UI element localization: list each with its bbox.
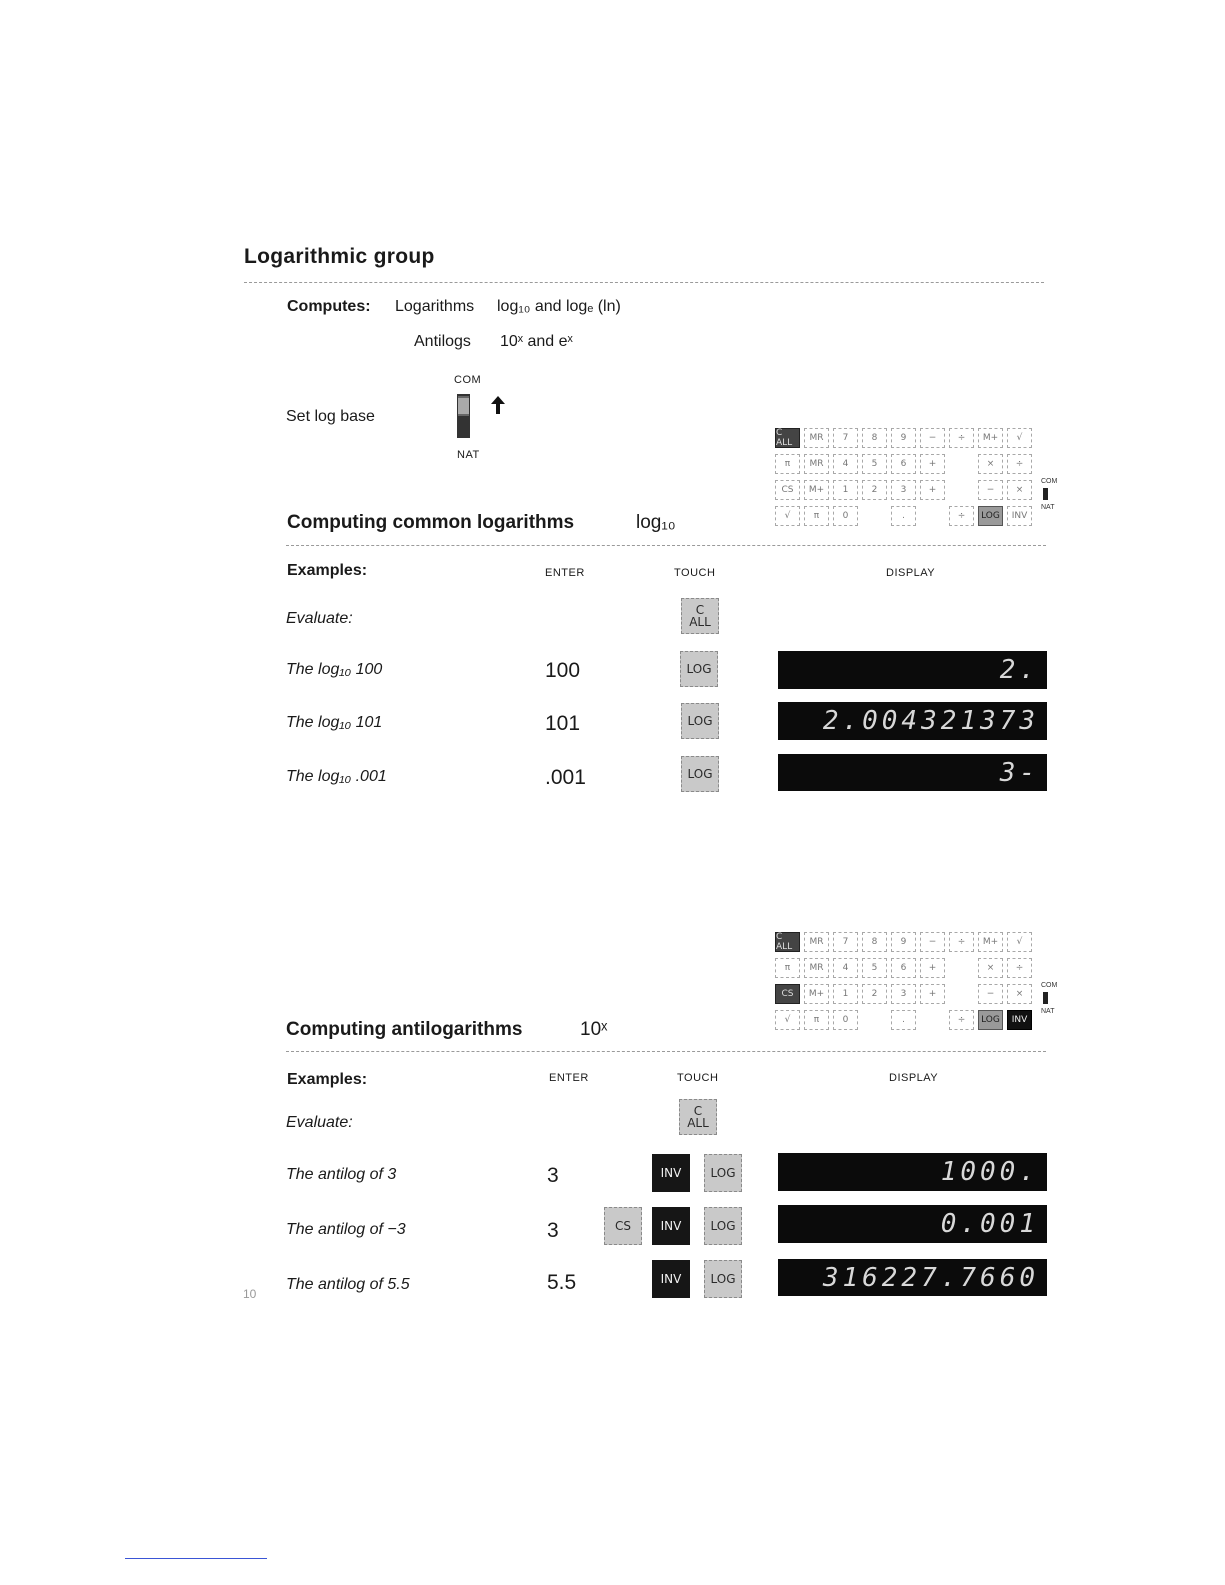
log-key[interactable]: LOG (680, 651, 718, 687)
antilog-row-enter: 5.5 (547, 1271, 577, 1294)
common-row-desc: The log₁₀ 100 (286, 661, 383, 678)
inv-key[interactable]: INV (652, 1260, 690, 1298)
keypad-key: 5 (862, 958, 887, 978)
common-rule (286, 545, 1046, 546)
keypad-key: + (920, 454, 945, 474)
keypad-key: − (920, 428, 945, 448)
clear-all-key-1[interactable] (681, 598, 719, 634)
clear-all-key-line1: C (695, 603, 705, 617)
keypad-key: ÷ (949, 428, 974, 448)
keypad-key: LOG (978, 1010, 1003, 1030)
antilog-symbol: 10ˣ (580, 1019, 608, 1040)
keypad-key: π (775, 958, 800, 978)
common-log-symbol: log₁₀ (636, 512, 676, 533)
keypad-key: × (978, 958, 1003, 978)
computes-antilogs: Antilogs (414, 333, 471, 350)
antilog-rule (286, 1051, 1046, 1052)
common-row-desc: The log₁₀ 101 (286, 714, 383, 731)
display-readout: 1000. (778, 1153, 1047, 1191)
log-key[interactable]: LOG (681, 756, 719, 792)
keypad-key: MR (804, 958, 829, 978)
display-readout: 0.001 (778, 1205, 1047, 1243)
keypad-diagram-1 (775, 424, 1058, 539)
switch-slider (458, 396, 469, 416)
clear-all-key-line2: ALL (687, 1116, 709, 1130)
change-sign-key[interactable]: CS (604, 1207, 642, 1245)
inv-key[interactable]: INV (652, 1207, 690, 1245)
inv-key[interactable]: INV (652, 1154, 690, 1192)
keypad-key: × (1007, 480, 1032, 500)
keypad-key: LOG (978, 506, 1003, 526)
keypad-key: ÷ (1007, 958, 1032, 978)
col-touch-2: TOUCH (677, 1072, 719, 1084)
keypad-key: 2 (862, 984, 887, 1004)
keypad-key: C ALL (775, 932, 800, 952)
switch-com-label: COM (454, 374, 482, 386)
common-row-enter: 101 (545, 712, 581, 735)
keypad-key: 3 (891, 480, 916, 500)
keypad-key: √ (1007, 932, 1032, 952)
section-title: Logarithmic group (244, 245, 435, 268)
common-row-desc: The log₁₀ .001 (286, 768, 387, 785)
display-readout: 3- (778, 754, 1047, 791)
keypad-switch-com-label: COM (1041, 478, 1058, 485)
keypad-key: − (978, 480, 1003, 500)
keypad-key: MR (804, 932, 829, 952)
common-row-enter: .001 (545, 766, 586, 789)
antilog-row-enter: 3 (547, 1219, 559, 1242)
keypad-switch (1043, 488, 1048, 500)
clear-all-key-2[interactable] (679, 1099, 717, 1135)
col-touch-1: TOUCH (674, 567, 716, 579)
computes-antilogs-value: 10ˣ and eˣ (500, 333, 573, 350)
keypad-key: × (978, 454, 1003, 474)
keypad-key: × (1007, 984, 1032, 1004)
keypad-key: − (978, 984, 1003, 1004)
display-readout: 2. (778, 651, 1047, 689)
keypad-key: INV (1007, 506, 1032, 526)
keypad-key: INV (1007, 1010, 1032, 1030)
arrow-up-icon (490, 396, 506, 419)
keypad-diagram-2 (775, 928, 1058, 1043)
keypad-key: 8 (862, 932, 887, 952)
keypad-key: + (920, 480, 945, 500)
keypad-key: π (804, 506, 829, 526)
keypad-key: M+ (978, 932, 1003, 952)
col-display-2: DISPLAY (889, 1072, 939, 1084)
keypad-key: CS (775, 480, 800, 500)
switch-nat-label: NAT (457, 449, 480, 461)
keypad-key: 7 (833, 428, 858, 448)
keypad-key: √ (1007, 428, 1032, 448)
log-key[interactable]: LOG (704, 1154, 742, 1192)
set-log-base-label: Set log base (286, 408, 375, 425)
footnote-rule (125, 1558, 267, 1559)
keypad-key: 6 (891, 958, 916, 978)
keypad-key: MR (804, 428, 829, 448)
page-number: 10 (243, 1287, 257, 1301)
evaluate-label-1: Evaluate: (286, 610, 353, 627)
keypad-key: 1 (833, 480, 858, 500)
keypad-key: π (775, 454, 800, 474)
keypad-key: CS (775, 984, 800, 1004)
keypad-key: + (920, 958, 945, 978)
col-enter-2: ENTER (549, 1072, 589, 1084)
keypad-key: 2 (862, 480, 887, 500)
clear-all-key-line2: ALL (689, 615, 711, 629)
clear-all-key-line1: C (693, 1104, 703, 1118)
log-key[interactable]: LOG (704, 1207, 742, 1245)
keypad-key: 0 (833, 1010, 858, 1030)
display-readout: 316227.7660 (778, 1259, 1047, 1296)
keypad-key: ÷ (949, 932, 974, 952)
keypad-key: 9 (891, 932, 916, 952)
log-key[interactable]: LOG (704, 1260, 742, 1298)
keypad-key: . (891, 506, 916, 526)
keypad-key: MR (804, 454, 829, 474)
keypad-key: 6 (891, 454, 916, 474)
log-base-switch[interactable] (457, 394, 470, 438)
keypad-key: 8 (862, 428, 887, 448)
antilog-row-desc: The antilog of 5.5 (286, 1276, 410, 1293)
keypad-key: M+ (804, 480, 829, 500)
keypad-key: 9 (891, 428, 916, 448)
antilog-row-enter: 3 (547, 1164, 559, 1187)
keypad-key: . (891, 1010, 916, 1030)
antilog-row-desc: The antilog of 3 (286, 1166, 397, 1183)
keypad-switch (1043, 992, 1048, 1004)
computes-logarithms-value: log₁₀ and logₑ (ln) (497, 298, 621, 315)
title-rule (244, 282, 1044, 283)
antilog-heading: Computing antilogarithms (286, 1019, 523, 1040)
keypad-key: 3 (891, 984, 916, 1004)
keypad-switch-nat-label: NAT (1041, 504, 1055, 511)
keypad-key: M+ (804, 984, 829, 1004)
examples-label-2: Examples: (287, 1071, 368, 1088)
examples-label-1: Examples: (287, 562, 368, 579)
keypad-key: π (804, 1010, 829, 1030)
keypad-key: 7 (833, 932, 858, 952)
keypad-key: + (920, 984, 945, 1004)
col-display-1: DISPLAY (886, 567, 936, 579)
keypad-key: 4 (833, 958, 858, 978)
keypad-key: √ (775, 1010, 800, 1030)
display-readout: 2.004321373 (778, 702, 1047, 740)
computes-label: Computes: (287, 298, 371, 315)
log-key[interactable]: LOG (681, 703, 719, 739)
keypad-key: ÷ (949, 1010, 974, 1030)
evaluate-label-2: Evaluate: (286, 1114, 353, 1131)
common-log-heading: Computing common logarithms (287, 512, 575, 533)
keypad-key: 4 (833, 454, 858, 474)
keypad-key: 0 (833, 506, 858, 526)
keypad-key: M+ (978, 428, 1003, 448)
keypad-key: 1 (833, 984, 858, 1004)
keypad-key: − (920, 932, 945, 952)
common-row-enter: 100 (545, 659, 581, 682)
antilog-row-desc: The antilog of −3 (286, 1221, 406, 1238)
keypad-key: ÷ (949, 506, 974, 526)
col-enter-1: ENTER (545, 567, 585, 579)
keypad-key: ÷ (1007, 454, 1032, 474)
keypad-switch-nat-label: NAT (1041, 1008, 1055, 1015)
computes-logarithms: Logarithms (395, 298, 475, 315)
keypad-switch-com-label: COM (1041, 982, 1058, 989)
keypad-key: √ (775, 506, 800, 526)
keypad-key: 5 (862, 454, 887, 474)
keypad-key: C ALL (775, 428, 800, 448)
